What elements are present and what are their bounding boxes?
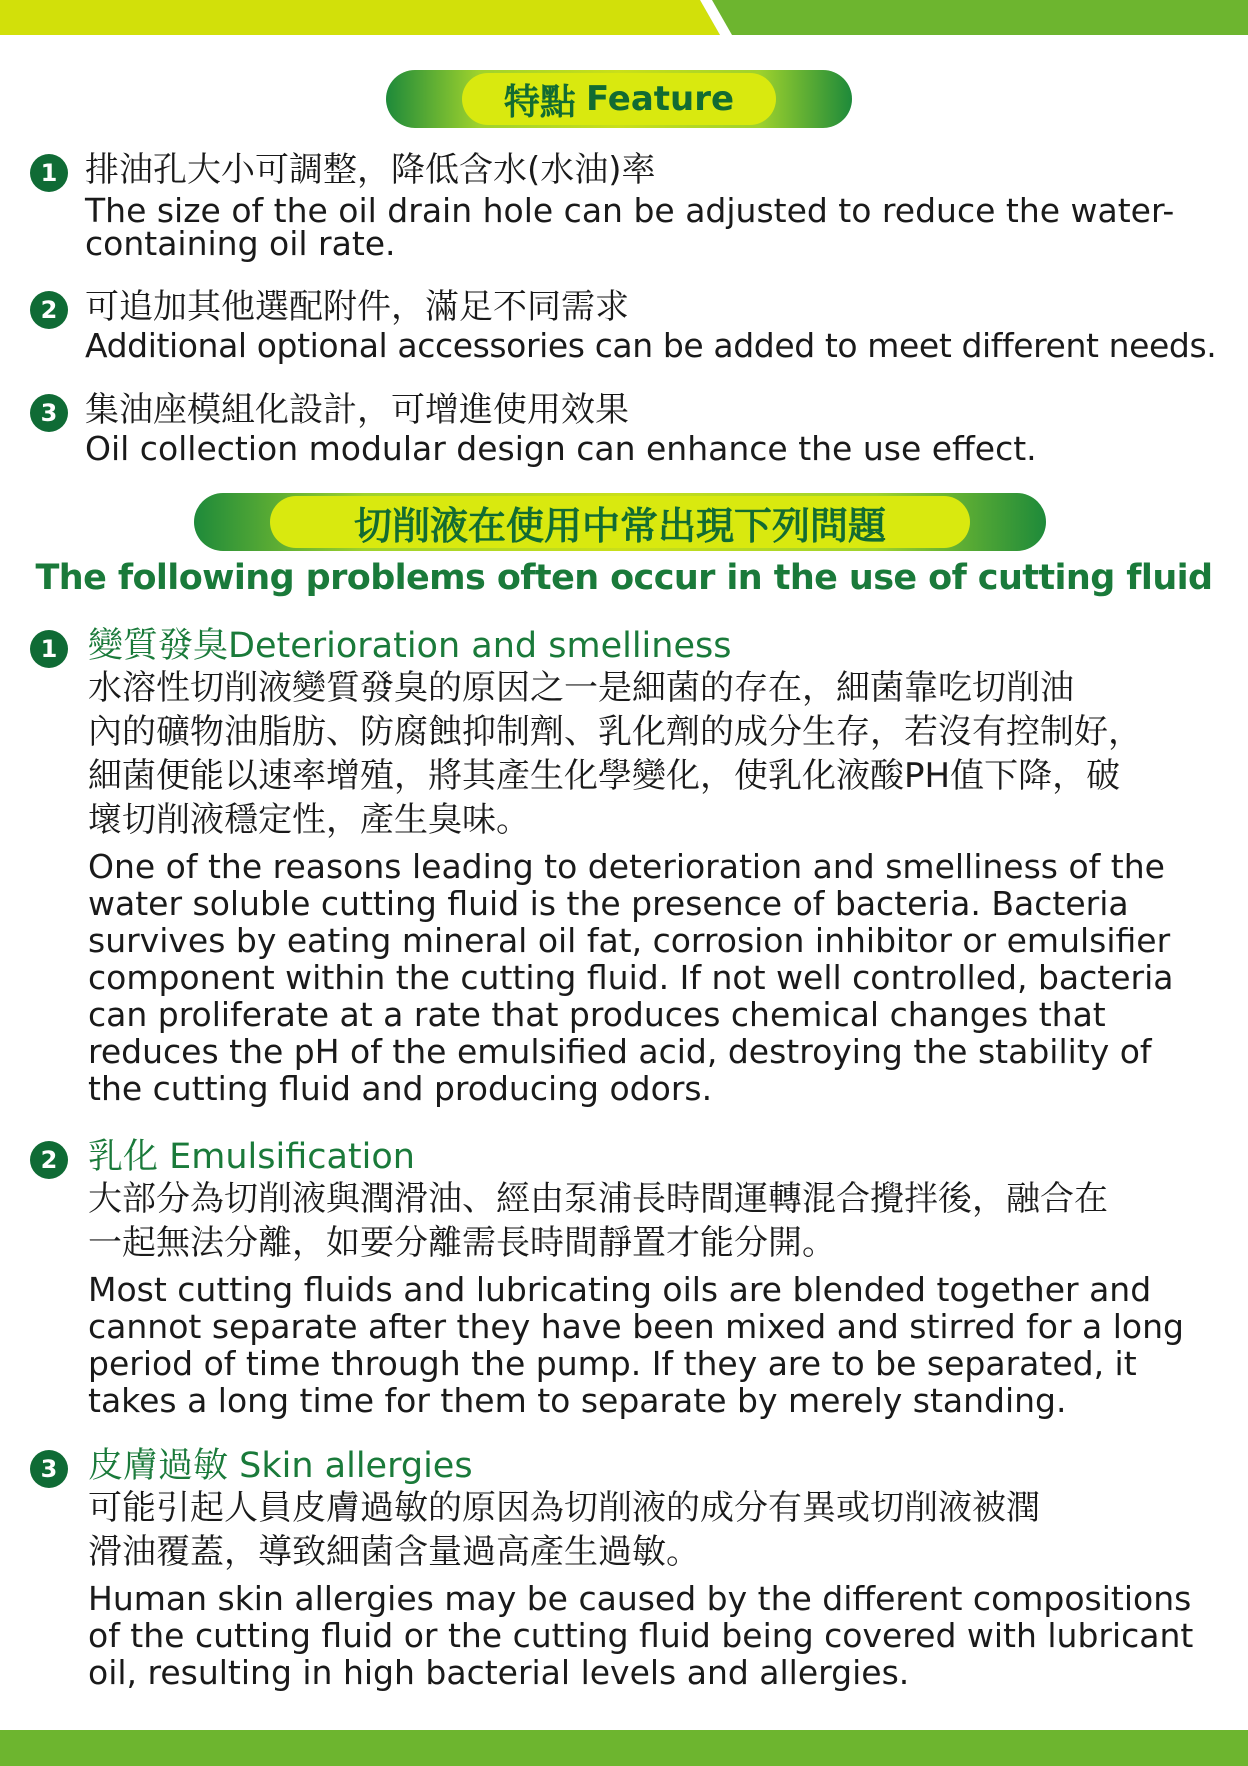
problem-en-line: reduces the pH of the emulsified acid, destroying the stability of (88, 1032, 1152, 1071)
number-badge: 2 (30, 291, 68, 329)
feature-en-line: Oil collection modular design can enhance the use effect. (85, 429, 1037, 468)
number-badge: 2 (30, 1141, 68, 1179)
problem-zh-line: 可能引起人員皮膚過敏的原因為切削液的成分有異或切削液被潤 (88, 1488, 1040, 1528)
problem-en-line: can proliferate at a rate that produces chemical changes that (88, 995, 1106, 1034)
feature-header-label (462, 73, 776, 125)
problem-zh-line: 細菌便能以速率增殖，將其產生化學變化，使乳化液酸PH值下降，破 (88, 756, 1121, 796)
problem-en-line: the cutting fluid and producing odors. (88, 1069, 713, 1108)
feature-header-zh: 特點 (503, 81, 576, 123)
problems-header-zh: 切削液在使用中常出現下列問題 (270, 496, 970, 548)
problem-zh-line: 滑油覆蓋，導致細菌含量過高產生過敏。 (88, 1532, 700, 1572)
problem-zh-line: 大部分為切削液與潤滑油、經由泵浦長時間運轉混合攪拌後，融合在 (88, 1179, 1108, 1219)
problem-en-line: oil, resulting in high bacterial levels and allergies. (88, 1653, 910, 1692)
feature-zh: 排油孔大小可調整，降低含水(水油)率 (85, 150, 656, 190)
number-badge: 1 (30, 154, 68, 192)
problem-zh-line: 內的礦物油脂肪、防腐蝕抑制劑、乳化劑的成分生存，若沒有控制好， (88, 712, 1142, 752)
problem-en-line: Most cutting fluids and lubricating oils are blended together and (88, 1270, 1152, 1309)
problem-en-line: cannot separate after they have been mixed and stirred for a long (88, 1307, 1184, 1346)
feature-header-pill (386, 70, 852, 128)
problem-title: 皮膚過敏 Skin allergies (88, 1446, 473, 1486)
problem-en-line: One of the reasons leading to deterioration and smelliness of the (88, 847, 1165, 886)
problem-zh-line: 壞切削液穩定性，產生臭味。 (88, 800, 530, 840)
feature-en-line: The size of the oil drain hole can be adjusted to reduce the water- (85, 191, 1175, 230)
problems-header-pill (194, 493, 1046, 551)
problem-en-line: component within the cutting fluid. If not well controlled, bacteria (88, 958, 1174, 997)
top-decorative-bar (0, 0, 1248, 35)
feature-en-line: Additional optional accessories can be added to meet different needs. (85, 326, 1217, 365)
problems-header-en: The following problems often occur in the use of cutting fluid (35, 558, 1213, 598)
feature-header-en: Feature (585, 79, 735, 119)
problem-title: 乳化 Emulsification (88, 1137, 415, 1177)
problem-zh-line: 一起無法分離，如要分離需長時間靜置才能分開。 (88, 1223, 836, 1263)
number-badge: 1 (30, 630, 68, 668)
problem-en-line: Human skin allergies may be caused by the different compositions (88, 1579, 1192, 1618)
problem-en-line: of the cutting fluid or the cutting fluid being covered with lubricant (88, 1616, 1194, 1655)
problem-en-line: survives by eating mineral oil fat, corrosion inhibitor or emulsifier (88, 921, 1171, 960)
feature-zh: 可追加其他選配附件，滿足不同需求 (85, 287, 629, 327)
problem-zh-line: 水溶性切削液變質發臭的原因之一是細菌的存在，細菌靠吃切削油 (88, 668, 1074, 708)
feature-zh: 集油座模組化設計，可增進使用效果 (85, 390, 629, 430)
number-badge: 3 (30, 394, 68, 432)
problem-en-line: period of time through the pump. If they are to be separated, it (88, 1344, 1137, 1383)
problem-en-line: water soluble cutting fluid is the presence of bacteria. Bacteria (88, 884, 1129, 923)
problem-title: 變質發臭Deterioration and smelliness (88, 626, 732, 666)
number-badge: 3 (30, 1450, 68, 1488)
problem-en-line: takes a long time for them to separate by merely standing. (88, 1381, 1067, 1420)
bottom-decorative-bar (0, 1730, 1248, 1766)
feature-en-line: containing oil rate. (85, 224, 396, 263)
